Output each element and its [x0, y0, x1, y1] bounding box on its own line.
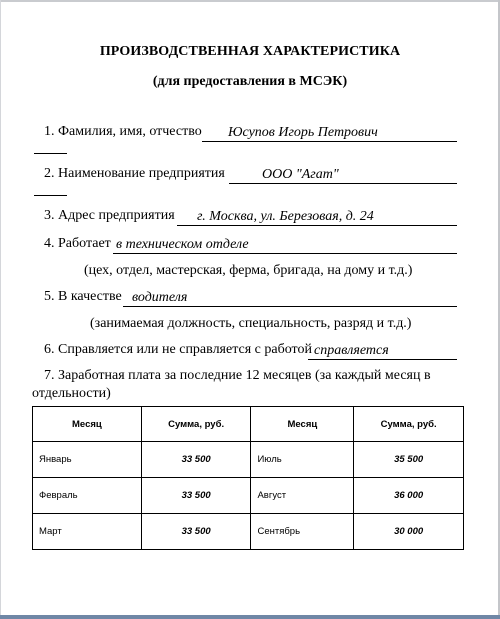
full-name-text: Юсупов Игорь Петрович: [228, 125, 378, 140]
month-cell: Сентябрь: [251, 514, 354, 550]
salary-table: [32, 406, 464, 550]
position-text: водителя: [132, 290, 188, 305]
month-cell: Февраль: [33, 478, 142, 514]
company-name-continuation-line: [34, 195, 67, 196]
month-cell: Август: [251, 478, 354, 514]
performance-text: справляется: [314, 343, 389, 358]
position-hint: (занимаемая должность, специальность, разряд и т.д.): [90, 316, 412, 331]
amount-cell[interactable]: 36 000: [354, 478, 464, 514]
column-header-month: Месяц: [33, 407, 142, 442]
field-value-company-name[interactable]: [229, 166, 457, 184]
department-text: в техническом отделе: [116, 237, 249, 252]
field-label-full-name: 1. Фамилия, имя, отчество: [44, 124, 202, 139]
column-header-amount: Сумма, руб.: [354, 407, 464, 442]
field-value-performance[interactable]: [308, 342, 457, 360]
company-address-text: г. Москва, ул. Березовая, д. 24: [197, 209, 374, 224]
department-hint: (цех, отдел, мастерская, ферма, бригада, на дому и т.д.): [84, 263, 413, 278]
salary-section-heading: 7. Заработная плата за последние 12 месяцев (за каждый месяц в: [44, 368, 431, 383]
field-label-department: 4. Работает: [44, 236, 111, 251]
column-header-month: Месяц: [251, 407, 354, 442]
table-row: [33, 478, 464, 514]
window-bottom-bar: [0, 615, 500, 619]
salary-section-heading-continued: отдельности): [32, 386, 111, 401]
amount-cell[interactable]: 30 000: [354, 514, 464, 550]
column-header-amount: Сумма, руб.: [141, 407, 251, 442]
field-value-full-name[interactable]: [202, 124, 457, 142]
month-cell: Март: [33, 514, 142, 550]
company-name-text: ООО "Агат": [262, 167, 339, 182]
window-top-border: [0, 0, 500, 2]
window-left-border: [0, 0, 1, 619]
amount-cell[interactable]: 33 500: [141, 514, 251, 550]
table-row: [33, 442, 464, 478]
field-label-performance: 6. Справляется или не справляется с работой: [44, 342, 312, 357]
amount-cell[interactable]: 35 500: [354, 442, 464, 478]
full-name-continuation-line: [34, 153, 67, 154]
field-label-position: 5. В качестве: [44, 289, 122, 304]
field-value-position[interactable]: [123, 289, 457, 307]
field-label-company-address: 3. Адрес предприятия: [44, 208, 175, 223]
field-value-company-address[interactable]: [177, 208, 457, 226]
document-title: ПРОИЗВОДСТВЕННАЯ ХАРАКТЕРИСТИКА: [99, 44, 401, 59]
salary-table-header-row: [33, 407, 464, 442]
field-label-company-name: 2. Наименование предприятия: [44, 166, 225, 181]
table-row: [33, 514, 464, 550]
amount-cell[interactable]: 33 500: [141, 478, 251, 514]
document-subtitle: (для предоставления в МСЭК): [152, 74, 348, 89]
month-cell: Январь: [33, 442, 142, 478]
amount-cell[interactable]: 33 500: [141, 442, 251, 478]
field-value-department[interactable]: [113, 236, 457, 254]
month-cell: Июль: [251, 442, 354, 478]
